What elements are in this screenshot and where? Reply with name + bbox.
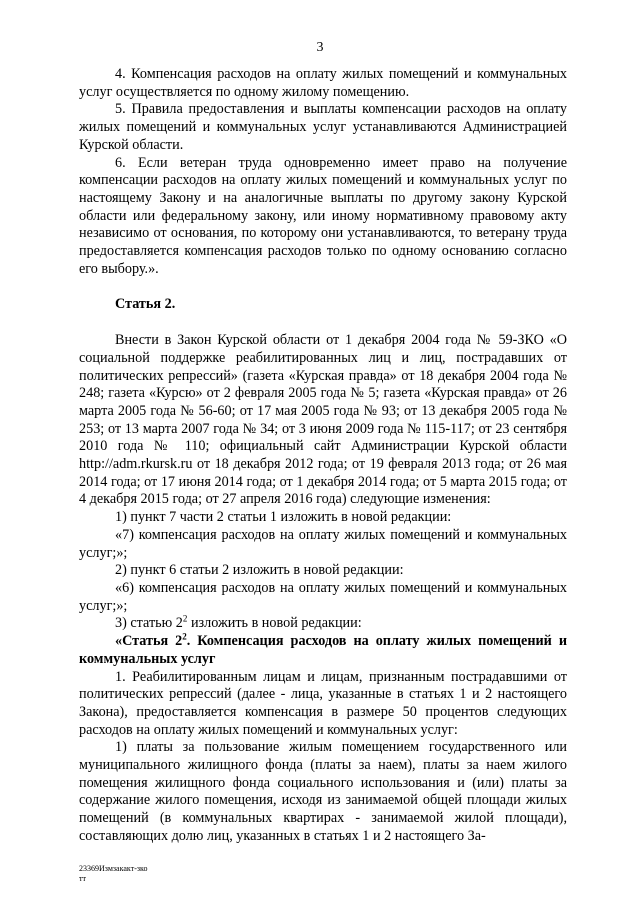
page-number: 3: [316, 40, 324, 55]
article-2-heading: Статья 2.: [115, 296, 176, 313]
document-footer: [79, 864, 148, 884]
paragraph-6: 6. Если ветеран труда одновременно имеет право на получение компенсации расходов на оплату жилых помещений и коммунальных услуг по настоящему Закону и на аналогичные выплаты по другому закону Курской области или федеральному закону, или иному нормативному правовому акту независимо от основания, по которому они устанавливаются, то ветерану труда предоставляется компенсация расходов только по одному основанию согласно его выбору.».: [79, 154, 567, 277]
item-3: 3) статью $2^2$ изложить в новой редакции:: [115, 613, 362, 632]
footer-code: 23369Измзакакт-зко: [79, 864, 148, 873]
item-2-text: «6) компенсация расходов на оплату жилых помещений и коммунальных услуг;»;: [79, 579, 567, 614]
document-body: [79, 66, 567, 846]
intro-paragraph: Внести в Закон Курской области от 1 декабря 2004 года № 59-ЗКО «О социальной поддержке реабилитированных лиц и лиц, пострадавших от политических репрессий» (газета «Курская правда» от 18 декабря 2004 года № 248; газета «Курсю» от 2 февраля 2005 года № 5; газета «Курская правда» от 26 марта 2005 года № 56-60; от 17 мая 2005 года № 93; от 13 декабря 2005 года № 253; от 13 марта 2007 года № 34; от 3 июня 2009 года № 115-117; от 23 сентября 2010 года № 110; официальный сайт Администрации Курской области http://adm.rkursk.ru от 18 декабря 2012 года; от 19 февраля 2013 года; от 26 мая 2014 года; от 17 июня 2014 года; от 1 декабря 2014 года; от 5 марта 2015 года; от 4 декабря 2015 года; от 27 апреля 2016 года) следующие изменения:: [79, 332, 567, 508]
paragraph-5: 5. Правила предоставления и выплаты компенсации расходов на оплату жилых помещений и коммунальных услуг устанавливаются Администрацией Курской области.: [79, 101, 567, 153]
item-1: 1) пункт 7 части 2 статьи 1 изложить в новой редакции:: [115, 509, 452, 526]
footer-initials: тт: [79, 874, 86, 883]
paragraph-4: 4. Компенсация расходов на оплату жилых помещений и коммунальных услуг осуществляется по одному жилому помещению.: [79, 66, 567, 100]
item-2: 2) пункт 6 статьи 2 изложить в новой редакции:: [115, 562, 404, 579]
paragraph-1-item-1: 1) платы за пользование жилым помещением государственного или муниципального жилищного фонда (платы за наем), платы за наем жилого помещения жилищного фонда социального использования и (или) платы за содержание жилого помещения, исходя из занимаемой общей площади жилых помещений (в коммунальных квартирах - занимаемой жилой площади), составляющих долю лиц, указанных в статьях 1 и 2 настоящего За-: [79, 739, 567, 844]
new-article-heading: «Статья $2^2$. Компенсация расходов на оплату жилых помещений и коммунальных услуг: [79, 631, 567, 667]
paragraph-1: 1. Реабилитированным лицам и лицам, признанным пострадавшими от политических репрессий (далее - лица, указанные в статьях 1 и 2 настоящего Закона), предоставляется компенсация в размере 50 процентов следующих расходов на оплату жилых помещений и коммунальных услуг:: [79, 668, 567, 738]
item-1-text: «7) компенсация расходов на оплату жилых помещений и коммунальных услуг;»;: [79, 526, 567, 561]
